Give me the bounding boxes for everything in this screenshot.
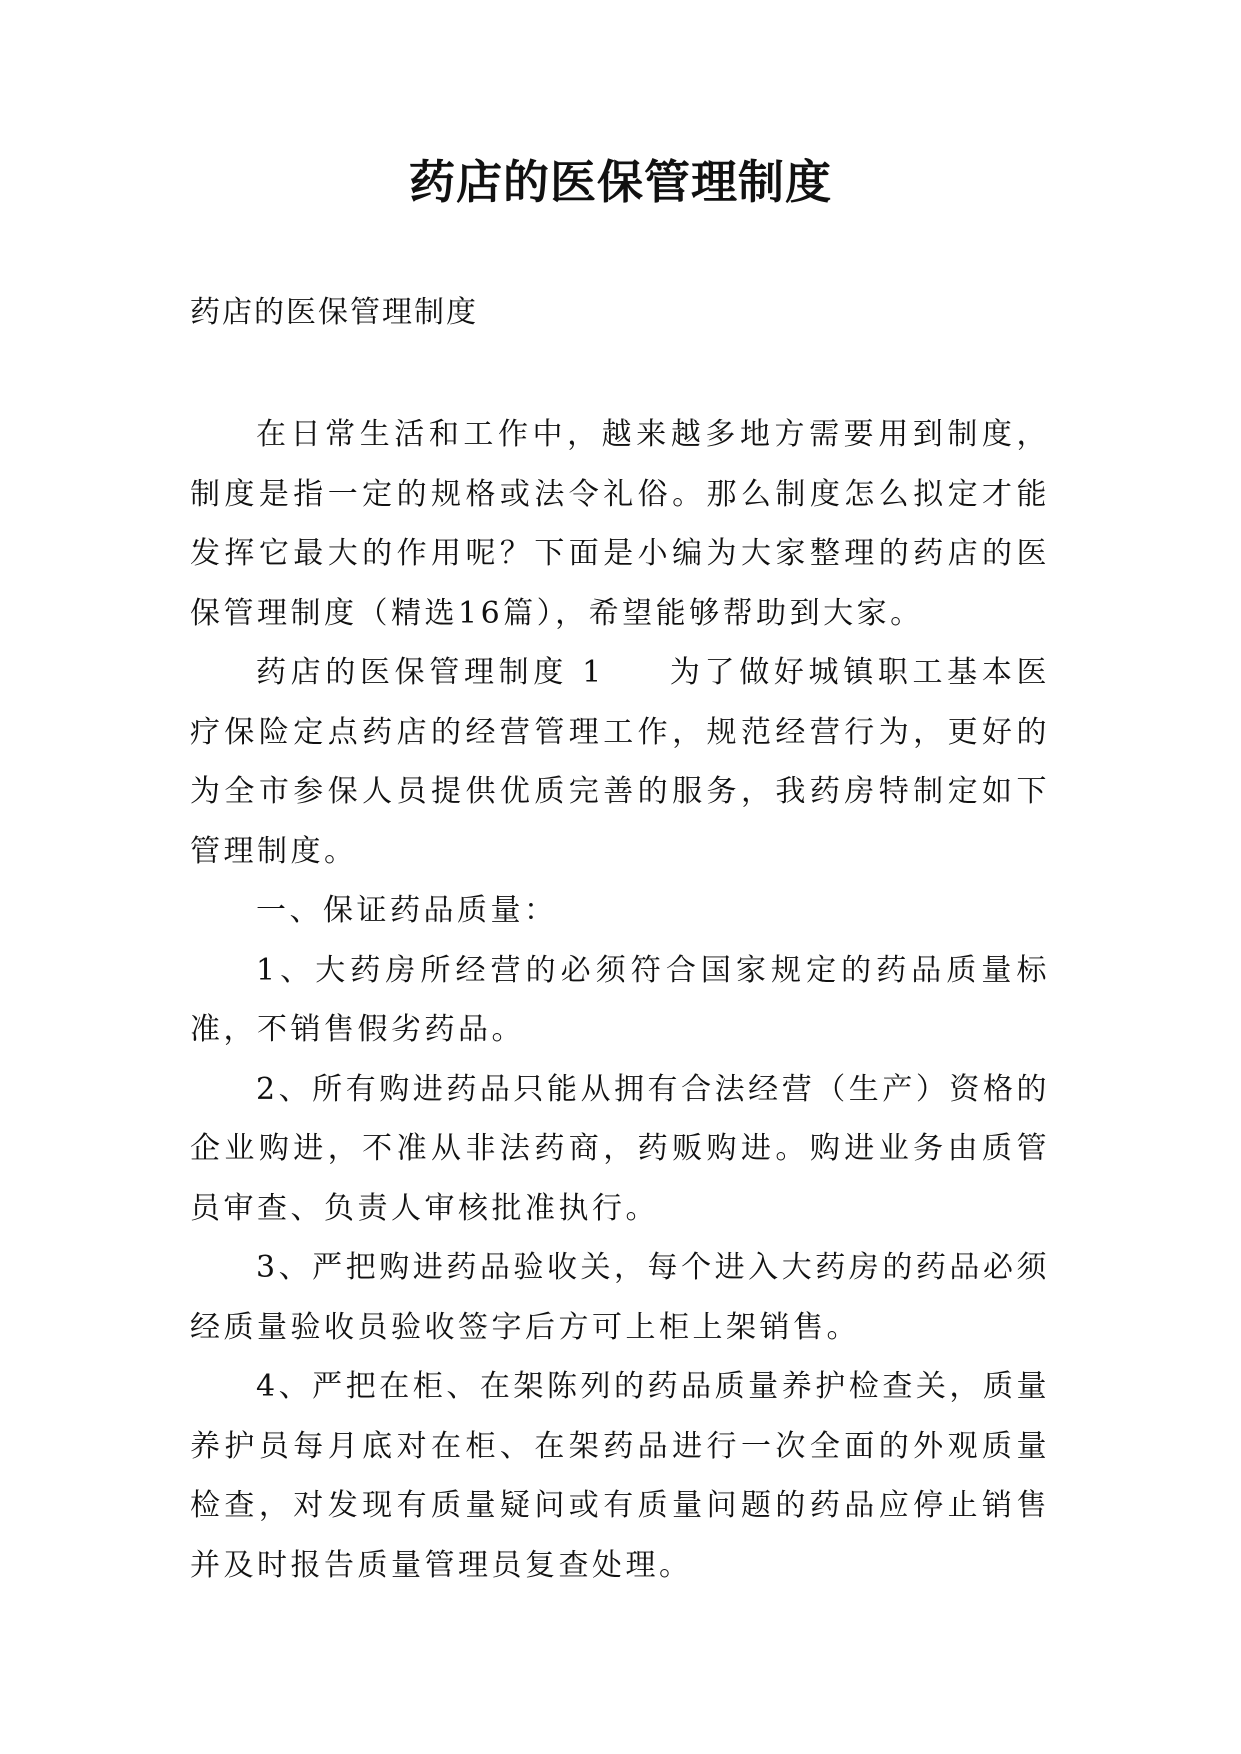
- document-title: 药店的医保管理制度: [409, 155, 832, 209]
- subheading-quality: 一、保证药品质量：: [256, 893, 558, 928]
- section-1-paragraph: [190, 643, 1050, 881]
- list-item-1: 1、大药房所经营的必须符合国家规定的药品质量标准，不销售假劣药品。: [190, 952, 1050, 1047]
- section-heading: 药店的医保管理制度 1: [256, 655, 605, 690]
- document-body: [190, 405, 1050, 1595]
- intro-paragraph: 在日常生活和工作中，越来越多地方需要用到制度，制度是指一定的规格或法令礼俗。那么制度怎么拟定才能发挥它最大的作用呢？下面是小编为大家整理的药店的医保管理制度（精选16篇），希望能够帮助到大家。: [190, 417, 1050, 631]
- document-subtitle: 药店的医保管理制度: [190, 295, 478, 330]
- list-item-4: 4、严把在柜、在架陈列的药品质量养护检查关，质量养护员每月底对在柜、在架药品进行一次全面的外观质量检查，对发现有质量疑问或有质量问题的药品应停止销售并及时报告质量管理员复查处理。: [190, 1369, 1050, 1583]
- list-item-3: 3、严把购进药品验收关，每个进入大药房的药品必须经质量验收员验收签字后方可上柜上架销售。: [190, 1250, 1050, 1345]
- list-item-2: 2、所有购进药品只能从拥有合法经营（生产）资格的企业购进，不准从非法药商，药贩购进。购进业务由质管员审查、负责人审核批准执行。: [190, 1071, 1050, 1226]
- section-1-text: 为了做好城镇职工基本医疗保险定点药店的经营管理工作，规范经营行为，更好的为全市参保人员提供优质完善的服务，我药房特制定如下管理制度。: [190, 655, 1051, 869]
